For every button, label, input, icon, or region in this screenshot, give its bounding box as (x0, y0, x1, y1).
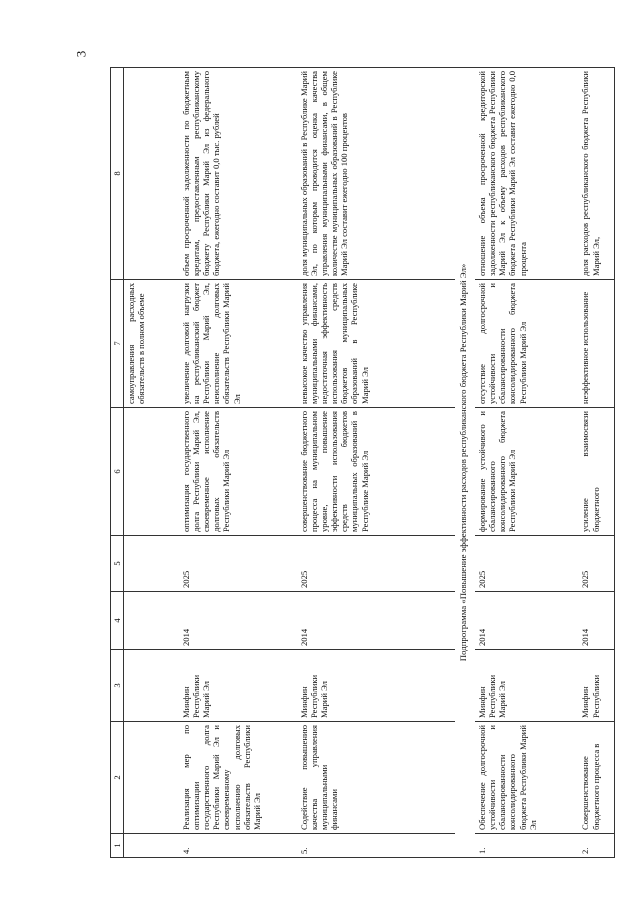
start-year: 2014 (179, 592, 297, 650)
continuation-consequence: самоуправления расходных обязательств в полном объеме (124, 280, 179, 408)
executor: Минфин Республики Марий Эл (475, 650, 578, 722)
start-year: 2014 (578, 592, 614, 650)
table-row (297, 68, 456, 858)
row-number: 1. (475, 834, 578, 858)
consequence: невысокое качество управления муниципальными финансами, недостаточная эффективность использования средств бюджетов муниципальных образований в Республике Марий Эл (297, 280, 456, 408)
subprogram-row (455, 68, 475, 858)
col-header-6: 6 (111, 408, 124, 536)
indicator: доля расходов республиканского бюджета Республики Марий Эл, (578, 68, 614, 280)
measures-table (110, 67, 615, 858)
executor: Минфин Республики (578, 650, 614, 722)
col-header-7: 7 (111, 280, 124, 408)
start-year: 2014 (475, 592, 578, 650)
expected-result: оптимизация государственного долга Республики Марий Эл, своевременное исполнение долговых обязательств Республики Марий Эл (179, 408, 297, 536)
continuation-row (124, 68, 179, 858)
col-header-3: 3 (111, 650, 124, 722)
end-year: 2025 (578, 536, 614, 592)
col-header-4: 4 (111, 592, 124, 650)
measure-name: Содействие повышению качества управления муниципальными финансами (297, 722, 456, 834)
expected-result: совершенствование бюджетного процесса на муниципальном уровне, повышение эффективности использования средств бюджетов муниципальных образований в Республике Марий Эл (297, 408, 456, 536)
header-row (111, 68, 124, 858)
indicator: объем просроченной задолженности по бюджетным кредитам, предоставленным республиканскому бюджету Республики Марий Эл из федерального бюджета, ежегодно составит 0,0 тыс. рублей (179, 68, 297, 280)
expected-result: формирование устойчивого и сбалансированного консолидированного бюджета Республики Марий Эл (475, 408, 578, 536)
end-year: 2025 (297, 536, 456, 592)
col-header-1: 1 (111, 834, 124, 858)
col-header-8: 8 (111, 68, 124, 280)
end-year: 2025 (179, 536, 297, 592)
page-number: 3 (73, 50, 89, 58)
start-year: 2014 (297, 592, 456, 650)
measure-name: Совершенствование бюджетного процесса в (578, 722, 614, 834)
row-number: 5. (297, 834, 456, 858)
subprogram-title: Подпрограмма «Повышение эффективности расходов республиканского бюджета Республики Марий Эл» (455, 68, 475, 858)
col-header-5: 5 (111, 536, 124, 592)
measure-name: Реализация мер по оптимизации государственного долга Республики Марий Эл и своевременному исполнению долговых обязательств Республики Марий Эл (179, 722, 297, 834)
row-number: 4. (179, 834, 297, 858)
table-row (578, 68, 614, 858)
indicator: отношение объема просроченной кредиторской задолженности республиканского бюджета Республики Марий Эл к объему расходов республиканского бюджета Республики Марий Эл составит ежегодно 0,0 процента (475, 68, 578, 280)
consequence: увеличение долговой нагрузки на республиканский бюджет Республики Марий Эл, неисполнение долговых обязательств Республики Марий Эл (179, 280, 297, 408)
executor: Минфин Республики Марий Эл (297, 650, 456, 722)
table-row (475, 68, 578, 858)
col-header-2: 2 (111, 722, 124, 834)
rotated-table-sheet (110, 68, 615, 858)
indicator: доля муниципальных образований в Республике Марий Эл, по которым проводится оценка качества управления муниципальными финансами, в общем количестве муниципальных образований в Республике Марий Эл составит ежегодно 100 процентов (297, 68, 456, 280)
measure-name: Обеспечение долгосрочной устойчивости и сбалансированности консолидированного бюджета Республики Марий Эл (475, 722, 578, 834)
row-number: 2. (578, 834, 614, 858)
consequence: отсутствие долгосрочной устойчивости и сбалансированности консолидированного бюджета Республики Марий Эл (475, 280, 578, 408)
consequence: неэффективное использование (578, 280, 614, 408)
table-row (179, 68, 297, 858)
end-year: 2025 (475, 536, 578, 592)
expected-result: усиление взаимосвязи бюджетного (578, 408, 614, 536)
executor: Минфин Республики Марий Эл (179, 650, 297, 722)
